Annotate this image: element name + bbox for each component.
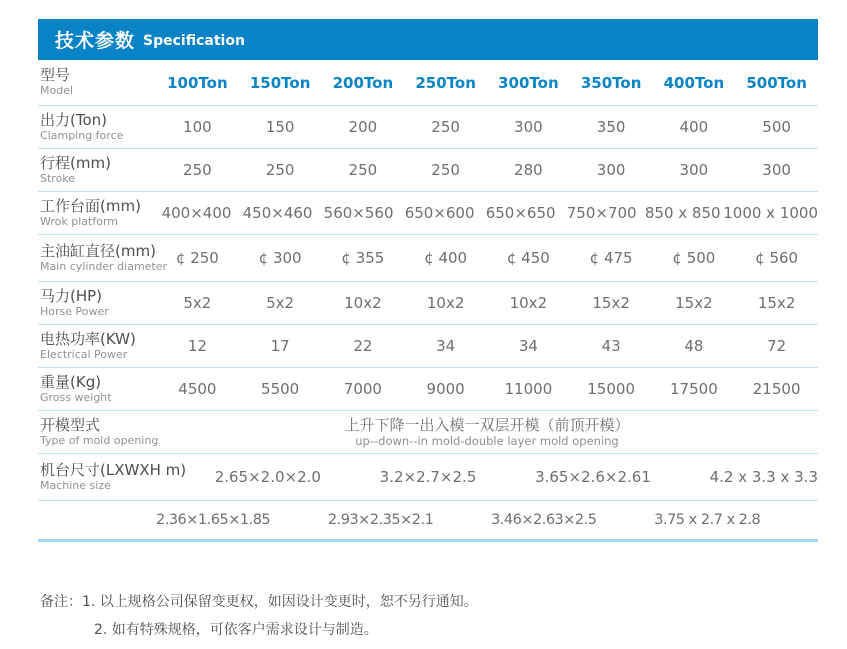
cell-value: 17500 [670, 380, 718, 398]
mold-opening-value-en: up--down--in mold-double layer mold opening [355, 433, 619, 448]
row-label-zh: 马力(HP) [40, 286, 103, 305]
machine-size-value: 2.93×2.35×2.1 [327, 512, 434, 528]
cell-value: 10x2 [344, 294, 382, 312]
machine-size-value: 4.2 x 3.3 x 3.3 [709, 468, 818, 486]
cell-value: 280 [514, 161, 543, 179]
row-label [38, 412, 159, 453]
row-label [38, 369, 156, 410]
table-row-machine-size-2 [38, 501, 818, 542]
mold-opening-value-zh: 上升下降一出入模一双层开模（前顶开模） [344, 415, 630, 434]
row-label-en: Stroke [40, 171, 76, 185]
cell-value: ¢ 300 [258, 249, 302, 267]
cell-value: ¢ 250 [175, 249, 219, 267]
cell-value: 15000 [587, 380, 635, 398]
table-row-mold-opening [38, 411, 818, 454]
cell-value: 5x2 [183, 294, 212, 312]
cell-value: 650×650 [485, 204, 556, 222]
row-label-en: Horse Power [40, 304, 109, 318]
cell-value: 22 [353, 337, 373, 355]
cell-value: 400×400 [161, 204, 232, 222]
cell-value: 250 [265, 161, 295, 179]
cell-value: 560×560 [323, 204, 394, 222]
row-label-en: Main cylinder diameter [40, 259, 168, 273]
cell-value: ¢ 475 [589, 249, 633, 267]
cell-value: 5500 [261, 380, 300, 398]
row-label-zh: 工作台面(mm) [40, 196, 141, 215]
cell-value: 48 [684, 337, 704, 355]
row-label-zh: 出力(Ton) [40, 110, 108, 129]
table-row-cylinder-diameter [38, 235, 818, 282]
cell-value: ¢ 500 [672, 249, 716, 267]
row-label [38, 107, 156, 148]
cell-value: 450×460 [242, 204, 313, 222]
mold-opening-value [156, 413, 818, 452]
cell-value: 21500 [752, 380, 801, 398]
row-label-en: Gross weight [40, 390, 112, 404]
row-label-zh: 主油缸直径(mm) [40, 241, 156, 260]
cell-value: ¢ 355 [341, 249, 385, 267]
cell-value: ¢ 400 [424, 249, 468, 267]
column-header: 300Ton [498, 73, 559, 92]
machine-size-value: 2.65×2.0×2.0 [214, 468, 321, 486]
row-label-zh: 行程(mm) [40, 153, 111, 172]
row-label-zh: 重量(Kg) [40, 372, 102, 391]
cell-value: 250 [431, 161, 460, 179]
row-label [38, 150, 156, 191]
row-label [38, 238, 168, 279]
cell-value: 300 [679, 161, 709, 179]
column-header: 500Ton [746, 73, 807, 92]
row-label-en: Clamping force [40, 128, 124, 142]
machine-size-value: 2.36×1.65×1.85 [156, 512, 271, 528]
machine-size-value: 3.65×2.6×2.61 [535, 468, 651, 486]
cell-value: 12 [187, 337, 207, 355]
row-label-en: Type of mold opening [40, 433, 159, 447]
cell-value: 43 [601, 337, 621, 355]
cell-value: 4500 [178, 380, 217, 398]
row-label [38, 326, 156, 367]
column-header: 350Ton [580, 73, 642, 92]
row-label [38, 193, 156, 234]
cell-value: 1000 x 1000 [723, 204, 818, 222]
row-label [38, 283, 156, 324]
cell-value: 850 x 850 [644, 204, 721, 222]
cell-value: 34 [436, 337, 456, 355]
table-row-horse-power [38, 282, 818, 325]
row-label-zh: 机台尺寸(LXWXH m) [40, 460, 187, 479]
row-label [38, 62, 156, 103]
column-header: 400Ton [663, 73, 725, 92]
table-row-stroke [38, 149, 818, 192]
cell-value: 500 [762, 118, 791, 136]
machine-size-value: 3.46×2.63×2.5 [491, 512, 597, 528]
cell-value: 250 [348, 161, 378, 179]
row-label-zh: 开模型式 [40, 415, 101, 434]
column-header: 150Ton [249, 73, 311, 92]
table-row-electrical-power [38, 325, 818, 368]
cell-value: 17 [270, 337, 290, 355]
column-header: 100Ton [167, 73, 228, 92]
remark-line-2: 2. 如有特殊规格，可依客户需求设计与制造。 [94, 622, 378, 638]
table-row-clamping-force [38, 106, 818, 149]
row-label [38, 457, 187, 498]
cell-value: 150 [265, 118, 295, 136]
section-title-bar [38, 19, 818, 60]
row-label-en: Electrical Power [40, 347, 128, 361]
cell-value: ¢ 450 [506, 249, 550, 267]
remarks [40, 588, 847, 644]
machine-size-value: 3.75 x 2.7 x 2.8 [654, 512, 761, 528]
cell-value: 250 [183, 161, 212, 179]
cell-value: 15x2 [592, 294, 630, 312]
row-label-empty [38, 515, 156, 525]
remarks-prefix: 备注： [40, 594, 82, 610]
row-label-en: Wrok platform [40, 214, 118, 228]
column-header: 250Ton [415, 73, 476, 92]
row-label-zh: 电热功率(KW) [40, 329, 136, 348]
cell-value: 300 [514, 118, 543, 136]
remark-line-1: 1. 以上规格公司保留变更权，如因设计变更时，恕不另行通知。 [82, 594, 478, 610]
cell-value: 9000 [426, 380, 465, 398]
table-row-machine-size-1 [38, 454, 818, 501]
cell-value: 300 [596, 161, 626, 179]
cell-value: 650×600 [404, 204, 475, 222]
cell-value: 10x2 [509, 294, 548, 312]
cell-value: 11000 [504, 380, 553, 398]
spec-sheet [38, 19, 818, 542]
cell-value: 350 [596, 118, 626, 136]
section-title-en: Specification [143, 32, 245, 49]
row-label-zh: 型号 [40, 66, 71, 85]
remarks-lines [82, 588, 478, 644]
table-row-work-platform [38, 192, 818, 235]
column-header: 200Ton [332, 73, 394, 92]
cell-value: 200 [348, 118, 378, 136]
cell-value: 34 [518, 337, 538, 355]
spec-table [38, 60, 818, 542]
cell-value: 5x2 [266, 294, 295, 312]
cell-value: 400 [679, 118, 709, 136]
section-title-zh: 技术参数 [55, 30, 136, 52]
row-label-en: Machine size [40, 478, 111, 492]
table-row-model [38, 60, 818, 106]
table-row-gross-weight [38, 368, 818, 411]
cell-value: 300 [762, 161, 791, 179]
cell-value: 10x2 [426, 294, 465, 312]
cell-value: 7000 [343, 380, 382, 398]
cell-value: 250 [431, 118, 460, 136]
cell-value: ¢ 560 [755, 249, 799, 267]
cell-value: 100 [183, 118, 212, 136]
cell-value: 72 [767, 337, 787, 355]
cell-value: 750×700 [566, 204, 637, 222]
cell-value: 15x2 [675, 294, 713, 312]
machine-size-value: 3.2×2.7×2.5 [379, 468, 477, 486]
cell-value: 15x2 [757, 294, 796, 312]
row-label-en: Model [40, 84, 74, 98]
